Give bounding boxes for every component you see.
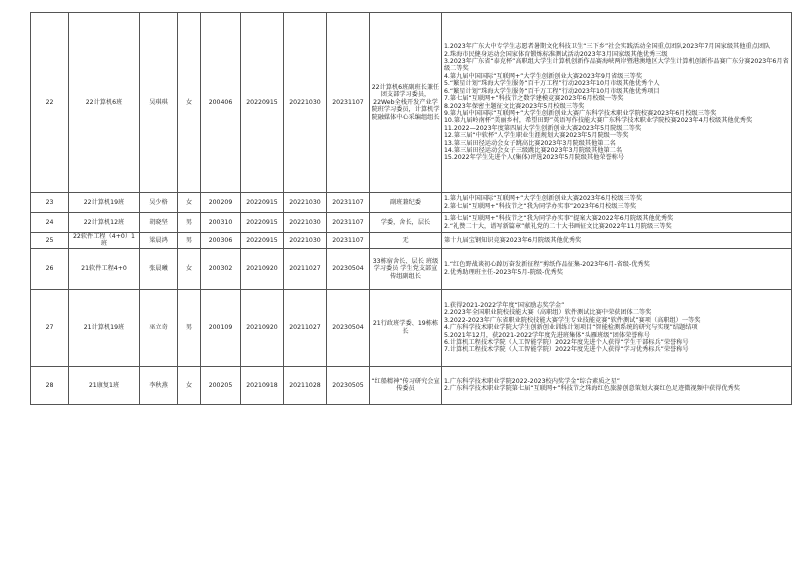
honor-item: 3.2022-2023年广东省职业院校技能大赛学生专业技能竞赛“软件测试”赛项（高职组）一等奖 [444, 316, 701, 324]
honor-item: 1.“红色野战谈初心踔厉奋发新征程”剪纸作品征集-2023年6月-省级-优秀奖 [444, 261, 650, 269]
table-row [31, 366, 792, 404]
table-row [31, 13, 792, 193]
application-date-cell: 20221030 [284, 13, 327, 193]
row-number-cell: 27 [31, 289, 69, 366]
gender-cell: 女 [178, 193, 201, 213]
honor-item: 2.第七届“互联网+”科技节之“我为同学办实事”2023年6月校级三等奖 [444, 202, 637, 210]
honor-item: 3.2023年广东省“泰克杯”高职组大学生计算机创新作品赛海峡两岸暨港澳地区大学生计算机创新作品赛广东分赛2023年6月省级二等奖 [444, 58, 789, 73]
honors-cell [442, 366, 792, 404]
honors-cell [442, 248, 792, 289]
honor-item: 6.“繁星计划”珠海大学生服务“百千万工程”行动2023年10月市级其他优秀项目 [444, 87, 660, 95]
honor-item: 11.2022—2023年度第四届大学生创新创业大赛2023年5月院级二等奖 [444, 124, 642, 132]
gender-cell: 女 [178, 366, 201, 404]
student-name-cell: 李秋燕 [140, 366, 178, 404]
league-join-date-cell: 20210918 [241, 366, 284, 404]
honors-cell [442, 289, 792, 366]
honor-item: 2.广东科学技术职业学院第七届“互联网+”科技节之珠海红色旅游创意策划大赛红色足迹微视频中获得优秀奖 [444, 385, 740, 393]
honor-item: 2.珠海市民健身运动会国家体育锻炼标准测试活动2023年3月国家级其他优秀三级 [444, 50, 668, 58]
honor-item: 1.2023年广东大中专学生志愿者暑期文化科技卫生“三下乡”社会实践活动全国重点团队2023年7月国家级其他重点团队 [444, 43, 771, 51]
gender-cell: 男 [178, 213, 201, 233]
birth-date-cell: 200209 [201, 193, 241, 213]
honors-cell [442, 233, 792, 249]
honor-item: 6.计算机工程技术学院（人工智能学院）2022年度先进个人获得“学生干部标兵”荣誉称号 [444, 338, 689, 346]
student-roster-table [30, 12, 792, 405]
honor-item: 12.第三届“中软杯”人学生职业生涯规划大赛2023年5月院级一等奖 [444, 132, 629, 140]
activist-date-cell: 20230504 [327, 248, 370, 289]
application-date-cell: 20211027 [284, 289, 327, 366]
class-name-cell: 22计算机6班 [69, 13, 140, 193]
honor-item: 14.第三届田径运动会女子三级跳比赛2023年3月院级其他第二名 [444, 146, 623, 154]
honor-item: 2.2023年全国职业院校技能大赛（高职组）软件测试比赛中荣获团体二等奖 [444, 309, 652, 317]
birth-date-cell: 200205 [201, 366, 241, 404]
honor-item: 1.第九届中国国际“互联网+”大学生创新创业大赛2023年6月校级三等奖 [444, 195, 643, 203]
student-name-cell: 张晨曦 [140, 248, 178, 289]
table-row [31, 233, 792, 249]
row-number-cell: 25 [31, 233, 69, 249]
honor-item: 5.2021年12月，获2021-2022学年度先进班集体“头雁班级”团体荣誉称号 [444, 331, 650, 339]
row-number-cell: 28 [31, 366, 69, 404]
table-row [31, 248, 792, 289]
birth-date-cell: 200302 [201, 248, 241, 289]
league-join-date-cell: 20220915 [241, 213, 284, 233]
table-row [31, 289, 792, 366]
honor-item: 第十九届宝钢知识竞赛2023年6月院级其他优秀奖 [444, 236, 582, 244]
row-number-cell: 24 [31, 213, 69, 233]
honor-item: 5.“繁星计划”珠海大学生服务“百千万工程”行动2023年10月市级其他优秀个人 [444, 80, 660, 88]
activist-date-cell: 20231107 [327, 213, 370, 233]
row-number-cell: 22 [31, 13, 69, 193]
honor-item: 7.第七届“互联网+”科技节之数学建模竞赛2023年6月校级一等奖 [444, 95, 624, 103]
honors-cell [442, 193, 792, 213]
class-name-cell: 22计算机19班 [69, 193, 140, 213]
activist-date-cell: 20231107 [327, 13, 370, 193]
student-name-cell: 胡晓坚 [140, 213, 178, 233]
birth-date-cell: 200306 [201, 233, 241, 249]
league-join-date-cell: 20220915 [241, 13, 284, 193]
birth-date-cell: 200109 [201, 289, 241, 366]
honor-item: 1.获得2021-2022学年度“国家励志奖学金” [444, 301, 565, 309]
birth-date-cell: 200406 [201, 13, 241, 193]
league-join-date-cell: 20220915 [241, 193, 284, 213]
duties-cell: 无 [370, 233, 442, 249]
honors-cell [442, 213, 792, 233]
activist-date-cell: 20231107 [327, 233, 370, 249]
honors-cell [442, 13, 792, 193]
activist-date-cell: 20230505 [327, 366, 370, 404]
activist-date-cell: 20230504 [327, 289, 370, 366]
league-join-date-cell: 20220915 [241, 233, 284, 249]
duties-cell: 学委，舍长，层长 [370, 213, 442, 233]
roster-body [31, 13, 792, 405]
honor-item: 10.第九届岭南杯“美丽乡村，希望田野”英语写作技能大赛广东科学技术职业学院校赛2023年4月校级其他优秀奖 [444, 117, 753, 125]
honor-item: 4.广东科学技术职业学院大学生创新创业训练计划项目“智能检测系统的研究与实现”结题结项 [444, 324, 698, 332]
row-number-cell: 26 [31, 248, 69, 289]
honor-item: 2.优秀助理班主任-2023年5月-院级-优秀奖 [444, 268, 563, 276]
honor-item: 13.第三届田径运动会女子跳高比赛2023年3月院级其他第二名 [444, 139, 616, 147]
gender-cell: 女 [178, 248, 201, 289]
class-name-cell: 22计算机12班 [69, 213, 140, 233]
student-name-cell: 梁晨鸿 [140, 233, 178, 249]
student-name-cell: 吴琪琪 [140, 13, 178, 193]
honor-item: 8.2023年保密主题征文比赛2023年5月校级三等奖 [444, 102, 585, 110]
activist-date-cell: 20231107 [327, 193, 370, 213]
student-name-cell: 吴少格 [140, 193, 178, 213]
application-date-cell: 20221030 [284, 233, 327, 249]
class-name-cell: 21康复1班 [69, 366, 140, 404]
table-row [31, 213, 792, 233]
duties-cell: “红船精神”传习研究会宣传委员 [370, 366, 442, 404]
honor-item: 7.计算机工程技术学院（人工智能学院）2022年度先进个人获得“学习优秀标兵”荣誉称号 [444, 346, 689, 354]
duties-cell: 33栋宿舍长、层长 班级学习委员 学生党支部宣传组副组长 [370, 248, 442, 289]
honor-item: 2.“礼赞二十大，谱写新篇章”献礼党的二十大书画征文比赛2022年11月院级三等奖 [444, 222, 672, 230]
gender-cell: 女 [178, 13, 201, 193]
honor-item: 4.第九届中国国际“互联网+”大学生创新创业大赛2023年9月省级三等奖 [444, 72, 643, 80]
honor-item: 9.第九届中国国际“互联网+”大学生创新创业大赛广东科学技术职业学院校赛2023年6月校级三等奖 [444, 109, 717, 117]
honor-item: 1.广东科学技术职业学院2022-2023校内奖学金“综合素质之星” [444, 377, 620, 385]
gender-cell: 男 [178, 233, 201, 249]
application-date-cell: 20211028 [284, 366, 327, 404]
table-row [31, 193, 792, 213]
application-date-cell: 20221030 [284, 213, 327, 233]
birth-date-cell: 200310 [201, 213, 241, 233]
row-number-cell: 23 [31, 193, 69, 213]
league-join-date-cell: 20210920 [241, 289, 284, 366]
class-name-cell: 21计算机19班 [69, 289, 140, 366]
student-name-cell: 巫立奇 [140, 289, 178, 366]
duties-cell: 21行政班学委、19栋栋长 [370, 289, 442, 366]
league-join-date-cell: 20210920 [241, 248, 284, 289]
duties-cell: 22计算机6班副班长兼任团支部学习委员，22Web全栈开发产业学院班学习委员，计算机学院融媒体中心采编组组长 [370, 13, 442, 193]
class-name-cell: 21软件工程4+0 [69, 248, 140, 289]
duties-cell: 副班兼纪委 [370, 193, 442, 213]
gender-cell: 男 [178, 289, 201, 366]
class-name-cell: 22软件工程（4+0）1班 [69, 233, 140, 249]
honor-item: 1.第七届“互联网+”科技节之“我为同学办实事”提案大赛2022年6月院级其他优秀奖 [444, 215, 674, 223]
application-date-cell: 20211027 [284, 248, 327, 289]
honor-item: 15.2022年学生先进个人(集体)评选2023年5月院级其他荣誉称号 [444, 154, 625, 162]
application-date-cell: 20221030 [284, 193, 327, 213]
